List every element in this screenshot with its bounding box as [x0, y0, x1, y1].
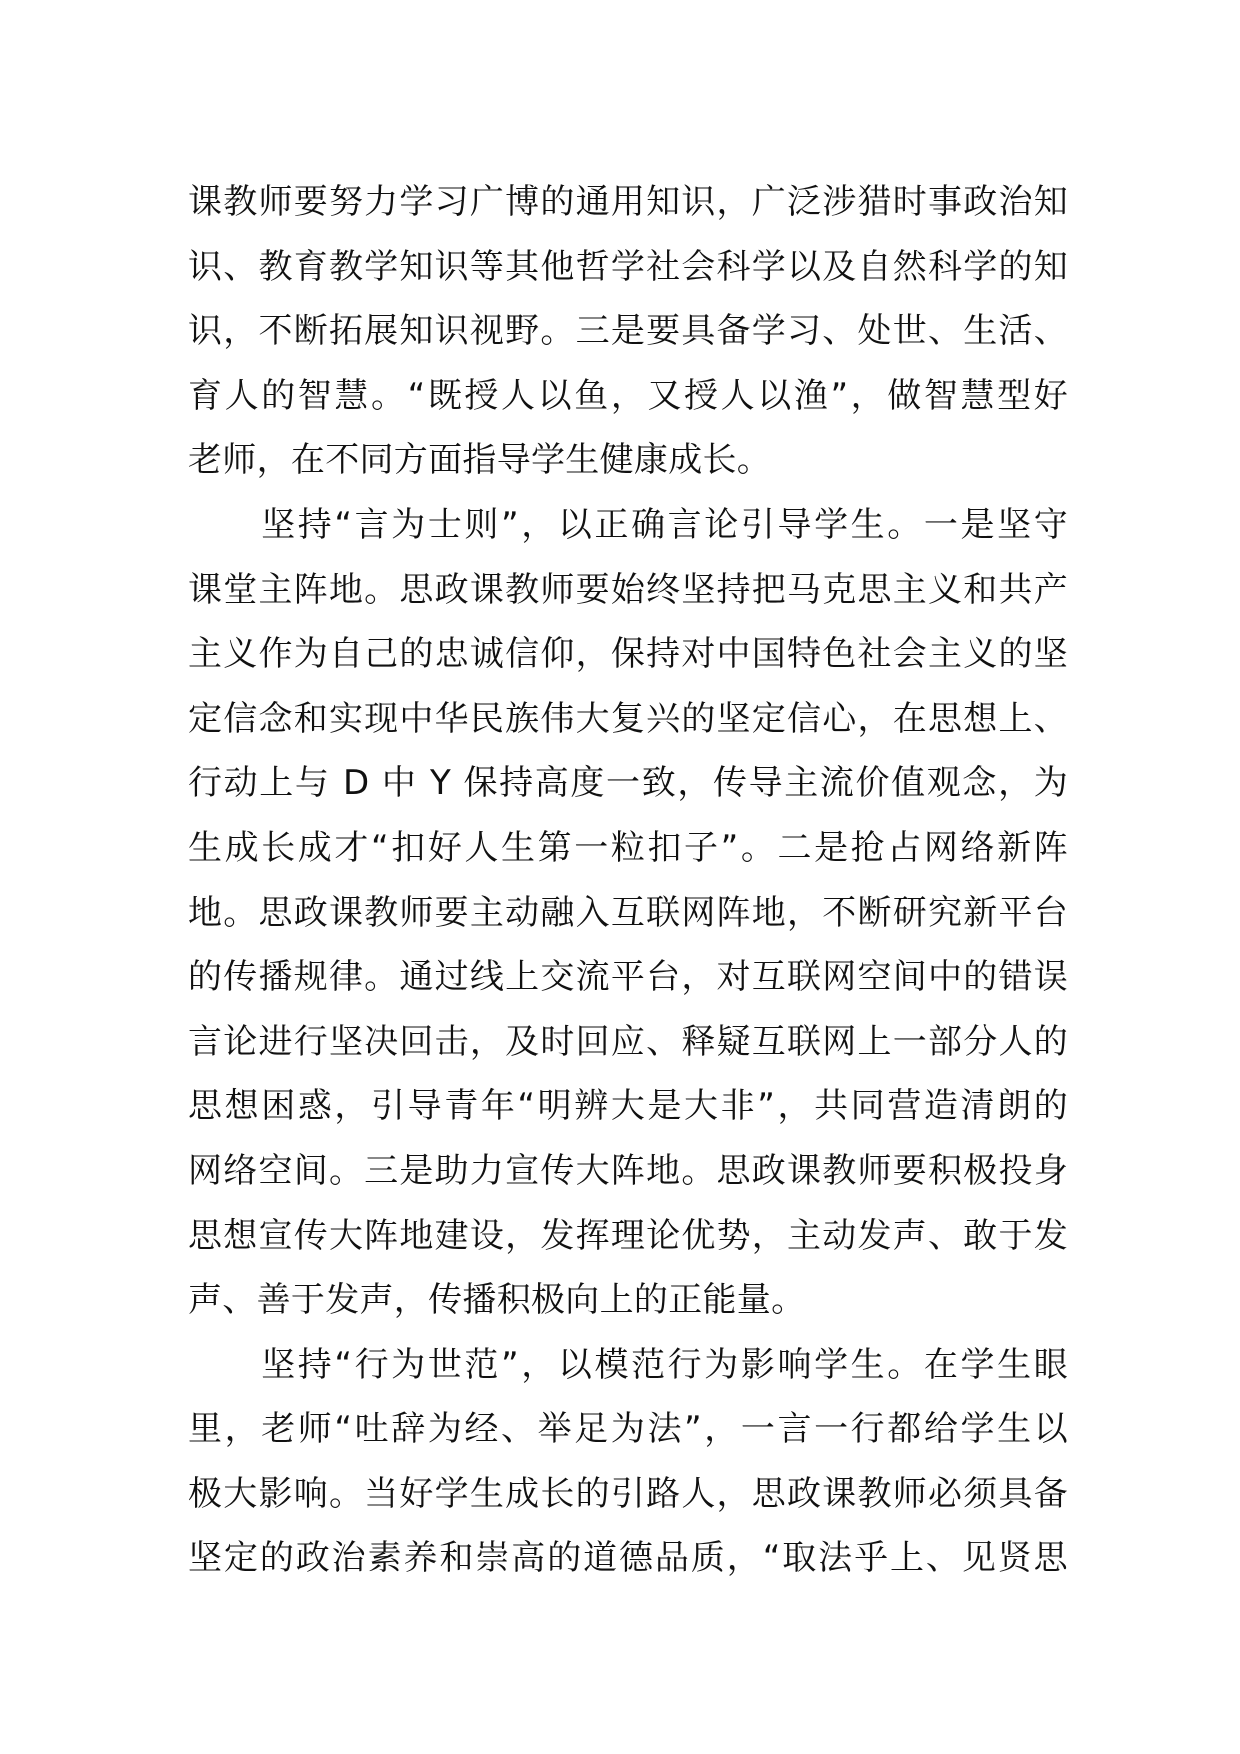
text-line: 课教师要努力学习广博的通用知识，广泛涉猎时事政治知	[188, 182, 1068, 222]
text-line: 声、善于发声，传播积极向上的正能量。	[188, 1280, 806, 1321]
document-body	[188, 170, 1068, 1591]
text-line: 坚持“言为士则”，以正确言论引导学生。一是坚守	[188, 504, 1068, 545]
text-line: 言论进行坚决回击，及时回应、释疑互联网上一部分人的	[188, 1021, 1068, 1062]
text-line: 地。思政课教师要主动融入互联网阵地，不断研究新平台	[188, 892, 1068, 933]
text-line: 主义作为自己的忠诚信仰，保持对中国特色社会主义的坚	[188, 634, 1068, 675]
text-line: 坚持“行为世范”，以模范行为影响学生。在学生眼	[188, 1344, 1068, 1385]
paragraph	[188, 493, 1068, 1333]
paragraph	[188, 1333, 1068, 1591]
text-line: 里，老师“吐辞为经、举足为法”，一言一行都给学生以	[188, 1409, 1068, 1450]
text-line: 老师，在不同方面指导学生健康成长。	[188, 440, 772, 481]
text-line: 定信念和实现中华民族伟大复兴的坚定信心，在思想上、	[188, 698, 1068, 739]
paragraph	[188, 170, 1068, 493]
text-line: 极大影响。当好学生成长的引路人，思政课教师必须具备	[188, 1473, 1068, 1514]
text-line: 课堂主阵地。思政课教师要始终坚持把马克思主义和共产	[188, 569, 1068, 610]
text-line: 思想宣传大阵地建设，发挥理论优势，主动发声、敢于发	[188, 1215, 1068, 1256]
text-line: 行动上与 D 中 Y 保持高度一致，传导主流价值观念，为	[188, 763, 1068, 804]
text-line: 识、教育教学知识等其他哲学社会科学以及自然科学的知	[188, 246, 1068, 287]
text-line: 坚定的政治素养和崇高的道德品质，“取法乎上、见贤思	[188, 1538, 1068, 1579]
text-line: 育人的智慧。“既授人以鱼，又授人以渔”，做智慧型好	[188, 375, 1068, 416]
text-line: 的传播规律。通过线上交流平台，对互联网空间中的错误	[188, 957, 1068, 998]
text-line: 思想困惑，引导青年“明辨大是大非”，共同营造清朗的	[188, 1086, 1068, 1127]
text-line: 生成长成才“扣好人生第一粒扣子”。二是抢占网络新阵	[188, 827, 1068, 868]
text-line: 识，不断拓展知识视野。三是要具备学习、处世、生活、	[188, 311, 1068, 352]
text-line: 网络空间。三是助力宣传大阵地。思政课教师要积极投身	[188, 1150, 1068, 1191]
